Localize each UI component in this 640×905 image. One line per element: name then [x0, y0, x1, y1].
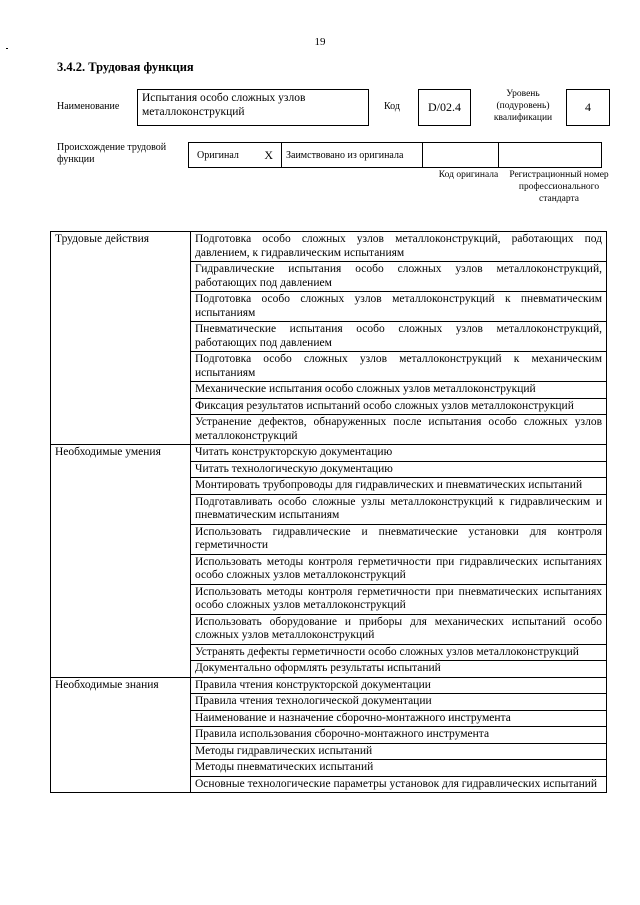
category-label: Необходимые знания — [51, 677, 191, 694]
table-row — [51, 232, 607, 262]
category-cell — [51, 415, 191, 445]
category-label: Необходимые умения — [51, 445, 191, 462]
category-cell — [51, 644, 191, 661]
origin-row — [188, 142, 601, 168]
table-row — [51, 494, 607, 524]
code-field: D/02.4 — [418, 89, 471, 126]
original-cell — [188, 142, 282, 168]
item-text: Пневматические испытания особо сложных узлов металлоконструкций, работающих под давлением — [191, 322, 607, 352]
category-cell — [51, 382, 191, 399]
borrowed-cell — [281, 142, 423, 168]
level-field: 4 — [566, 89, 610, 126]
item-text: Использовать гидравлические и пневматические установки для контроля герметичности — [191, 524, 607, 554]
table-row — [51, 776, 607, 793]
name-label: Наименование — [57, 101, 120, 112]
table-row — [51, 445, 607, 462]
table-row — [51, 710, 607, 727]
item-text: Правила чтения технологической документации — [191, 694, 607, 711]
level-label: Уровень (подуровень) квалификации — [493, 89, 553, 123]
item-text: Использовать методы контроля герметичности при пневматических испытаниях особо сложных узлов металлоконструкций — [191, 584, 607, 614]
category-cell — [51, 743, 191, 760]
code-original-cell — [422, 142, 499, 168]
function-name-field: Испытания особо сложных узлов металлоконструкций — [137, 89, 369, 126]
code-original-label: Код оригинала — [438, 170, 499, 180]
table-row — [51, 398, 607, 415]
table-row — [51, 614, 607, 644]
item-text: Механические испытания особо сложных узлов металлоконструкций — [191, 382, 607, 399]
item-text: Подготавливать особо сложные узлы металлоконструкций к гидравлическим и пневматическим испытаниям — [191, 494, 607, 524]
item-text: Фиксация результатов испытаний особо сложных узлов металлоконструкций — [191, 398, 607, 415]
table-row — [51, 727, 607, 744]
category-cell — [51, 584, 191, 614]
category-cell — [51, 554, 191, 584]
table-row — [51, 382, 607, 399]
table-row — [51, 292, 607, 322]
table-row — [51, 352, 607, 382]
function-details-table — [50, 231, 607, 793]
category-cell — [51, 661, 191, 678]
reg-number-label: Регистрационный номер профессионального стандарта — [509, 170, 609, 204]
scan-mark — [6, 48, 8, 49]
table-row — [51, 743, 607, 760]
original-label: Оригинал — [197, 149, 239, 161]
category-cell — [51, 478, 191, 495]
item-text: Читать технологическую документацию — [191, 461, 607, 478]
category-cell — [51, 760, 191, 777]
table-row — [51, 461, 607, 478]
table-row — [51, 524, 607, 554]
item-text: Гидравлические испытания особо сложных узлов металлоконструкций, работающих под давлением — [191, 262, 607, 292]
category-cell — [51, 262, 191, 292]
category-cell — [51, 461, 191, 478]
category-cell — [51, 292, 191, 322]
item-text: Методы пневматических испытаний — [191, 760, 607, 777]
category-cell — [51, 727, 191, 744]
borrowed-label: Заимствовано из оригинала — [286, 149, 404, 161]
table-row — [51, 694, 607, 711]
item-text: Наименование и назначение сборочно-монтажного инструмента — [191, 710, 607, 727]
section-title: 3.4.2. Трудовая функция — [57, 60, 194, 74]
table-row — [51, 478, 607, 495]
code-label: Код — [384, 101, 400, 112]
item-text: Использовать оборудование и приборы для механических испытаний особо сложных узлов металлоконструкций — [191, 614, 607, 644]
category-cell — [51, 694, 191, 711]
category-cell — [51, 710, 191, 727]
table-row — [51, 415, 607, 445]
reg-number-cell — [498, 142, 602, 168]
item-text: Устранять дефекты герметичности особо сложных узлов металлоконструкций — [191, 644, 607, 661]
item-text: Подготовка особо сложных узлов металлоконструкций к механическим испытаниям — [191, 352, 607, 382]
table-row — [51, 760, 607, 777]
item-text: Читать конструкторскую документацию — [191, 445, 607, 462]
item-text: Использовать методы контроля герметичности при гидравлических испытаниях особо сложных узлов металлоконструкций — [191, 554, 607, 584]
table-row — [51, 262, 607, 292]
category-cell — [51, 494, 191, 524]
item-text: Основные технологические параметры установок для гидравлических испытаний — [191, 776, 607, 793]
category-cell — [51, 352, 191, 382]
original-mark: X — [264, 147, 273, 162]
table-row — [51, 554, 607, 584]
page-number: 19 — [314, 36, 326, 48]
table-row — [51, 644, 607, 661]
category-cell — [51, 322, 191, 352]
category-cell — [51, 524, 191, 554]
item-text: Подготовка особо сложных узлов металлоконструкций, работающих под давлением, к гидравлическим испытаниям — [191, 232, 607, 262]
table-row — [51, 584, 607, 614]
item-text: Документально оформлять результаты испытаний — [191, 661, 607, 678]
category-cell — [51, 614, 191, 644]
table-row — [51, 322, 607, 352]
origin-label: Происхождение трудовой функции — [57, 142, 167, 165]
table-row — [51, 661, 607, 678]
item-text: Устранение дефектов, обнаруженных после испытания особо сложных узлов металлоконструкций — [191, 415, 607, 445]
category-cell — [51, 776, 191, 793]
item-text: Подготовка особо сложных узлов металлоконструкций к пневматическим испытаниям — [191, 292, 607, 322]
item-text: Правила чтения конструкторской документации — [191, 677, 607, 694]
category-cell — [51, 398, 191, 415]
item-text: Правила использования сборочно-монтажного инструмента — [191, 727, 607, 744]
item-text: Методы гидравлических испытаний — [191, 743, 607, 760]
table-row — [51, 677, 607, 694]
item-text: Монтировать трубопроводы для гидравлических и пневматических испытаний — [191, 478, 607, 495]
category-label: Трудовые действия — [51, 232, 191, 262]
